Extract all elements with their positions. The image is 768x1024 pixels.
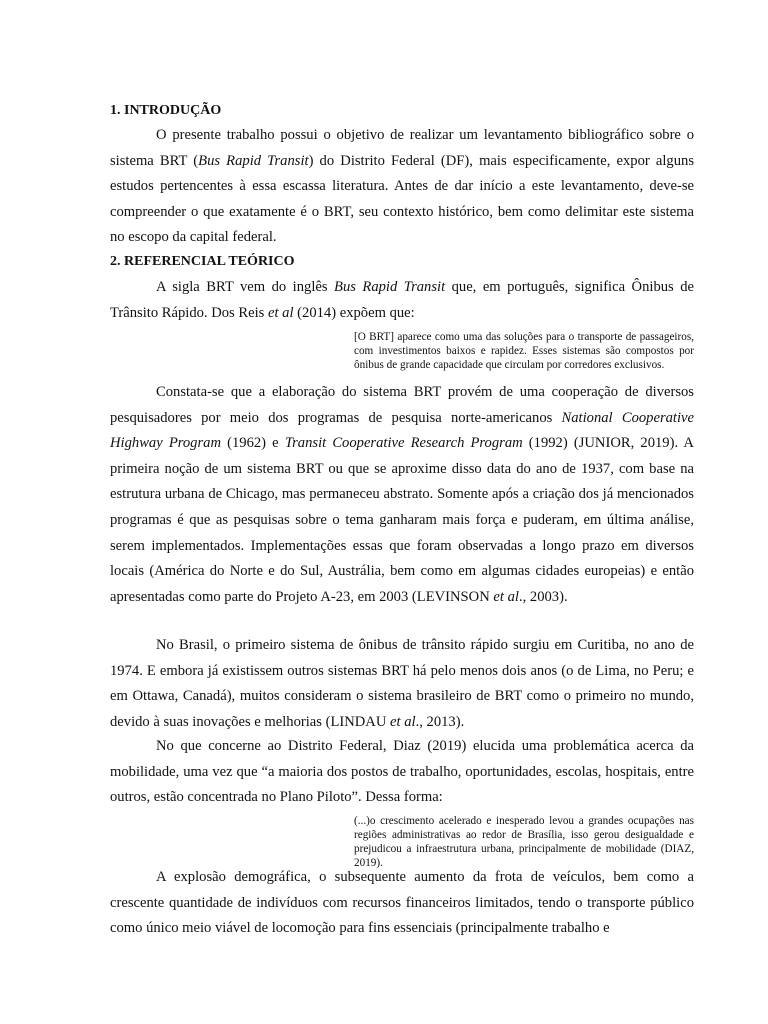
paragraph-text: ., 2013). bbox=[415, 713, 465, 730]
paragraph-text: ., 2003). bbox=[518, 588, 568, 605]
paragraph-origem-brt bbox=[110, 380, 694, 610]
italic-term: et al bbox=[267, 304, 294, 321]
section-heading-referencial: 2. REFERENCIAL TEÓRICO bbox=[110, 254, 295, 269]
paragraph-explosao-demografica: A explosão demográfica, o subsequente aumento da frota de veículos, bem como a crescente quantidade de indivíduos com recursos financeiros limitados, tendo o transporte público como único meio viável de locomoção para fins essenciais (principalmente trabalho e bbox=[110, 869, 694, 937]
paragraph-text: (2014) expõem que: bbox=[293, 304, 415, 321]
italic-term: Bus Rapid Transit bbox=[198, 152, 309, 169]
section-heading-introducao: 1. INTRODUÇÃO bbox=[110, 103, 222, 118]
paragraph-text: No Brasil, o primeiro sistema de ônibus de trânsito rápido surgiu em Curitiba, no ano de 1974. E embora já existissem outros sistemas BRT há pelo menos dois anos (o de Lima, no Peru; e em Ottawa, Canadá), muitos consideram o sistema brasileiro de BRT como o primeiro no mundo, devido à suas inovações e melhorias (LINDAU bbox=[110, 637, 694, 730]
paragraph-text: O presente trabalho possui o objetivo de realizar um levantamento bibliográfico sobre o sistema BRT ( bbox=[110, 127, 694, 169]
paragraph-text: A sigla BRT vem do inglês bbox=[156, 279, 335, 295]
paragraph-text: (1992) (JUNIOR, 2019). A primeira noção de um sistema BRT ou que se aproxime disso data do ano de 1937, com base na estrutura urbana de Chicago, mas permaneceu abstrato. Somente após a criação dos já mencionados programas é que as pesquisas sobre o tema ganharam mais força e puderam, em última análise, serem implementados. Implementações essas que foram observadas a longo prazo em diversos locais (América do Norte e do Sul, Austrália, bem como em algumas cidades europeias) e então apresentadas como parte do Projeto A-23, em 2003 (LEVINSON bbox=[110, 435, 694, 605]
paragraph-text: ) do Distrito Federal (DF), mais especificamente, expor alguns estudos pertencentes à essa escassa literatura. Antes de dar início a este levantamento, deve-se compreender o que exatamente é o BRT, seu contexto histórico, bem como delimitar este sistema no escopo da capital federal. bbox=[110, 152, 694, 246]
italic-term: et al bbox=[493, 588, 519, 605]
paragraph-sigla-brt bbox=[110, 275, 694, 326]
paragraph-text: (1962) e bbox=[221, 435, 285, 452]
paragraph-text: Constata-se que a elaboração do sistema BRT provém de uma cooperação de diversos pesquisadores por meio dos programas de pesquisa norte-americanos bbox=[110, 384, 694, 426]
italic-term: Transit Cooperative Research Program bbox=[284, 435, 523, 452]
paragraph-text: que, em português, significa Ônibus de Trânsito Rápido. Dos Reis bbox=[110, 279, 694, 321]
italic-term: et al bbox=[390, 713, 416, 730]
paragraph-objetivo bbox=[110, 123, 694, 251]
block-quote-diaz: (...)o crescimento acelerado e inesperado levou a grandes ocupações nas regiões administrativas ao redor de Brasília, isso gerou desigualdade e prejudicou a infraestrutura urbana, principalmente de mobilidade (DIAZ, 2019). bbox=[354, 815, 694, 869]
paragraph-distrito-federal: No que concerne ao Distrito Federal, Diaz (2019) elucida uma problemática acerca da mobilidade, uma vez que “a maioria dos postos de trabalho, oportunidades, escolas, hospitais, entre outros, estão concentrada no Plano Piloto”. Dessa forma: bbox=[110, 738, 694, 806]
block-quote-dos-reis: [O BRT] aparece como uma das soluções para o transporte de passageiros, com investimentos baixos e rapidez. Esses sistemas são compostos por ônibus de grande capacidade que circulam por corredores exclusivos. bbox=[354, 331, 694, 371]
italic-term: Bus Rapid Transit bbox=[334, 279, 446, 295]
paragraph-brasil bbox=[110, 633, 694, 735]
italic-term: National Cooperative Highway Program bbox=[110, 409, 694, 452]
